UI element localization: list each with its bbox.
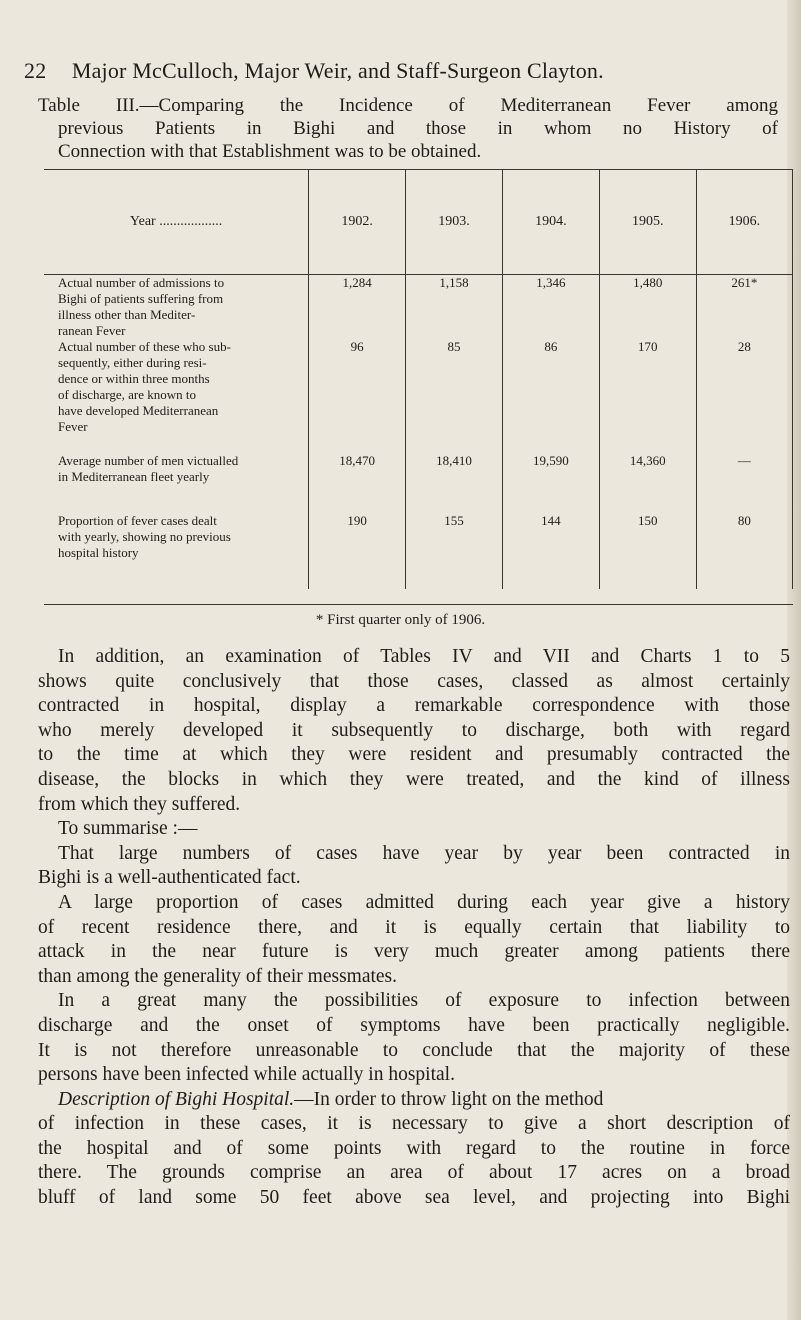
row-label-line: hospital history [58, 545, 139, 560]
text-line: there. The grounds comprise an area of about 17 acres on a broad [38, 1162, 790, 1184]
text-line: of recent residence there, and it is equally certain that liability to [38, 916, 790, 938]
cell-value: 85 [406, 339, 503, 453]
table-footnote: * First quarter only of 1906. [315, 612, 486, 628]
text-line: to the time at which they were resident and presumably contracted the [38, 744, 790, 766]
text-line: of infection in these cases, it is necessary to give a short description of [38, 1113, 790, 1135]
row-label [44, 453, 309, 513]
cell-value: 1,284 [309, 275, 406, 340]
text-line: disease, the blocks in which they were treated, and the kind of illness [38, 768, 790, 790]
text-line: That large numbers of cases have year by year been contracted in [58, 842, 790, 864]
row-label-line: with yearly, showing no previous [58, 529, 231, 544]
cell-value: 144 [502, 513, 599, 589]
text-line: Bighi is a well-authenticated fact. [38, 867, 301, 889]
text-line: discharge and the onset of symptoms have been practically negligible. [38, 1014, 790, 1036]
cell-value: 155 [406, 513, 503, 589]
row-label-line: Actual number of these who sub- [58, 339, 231, 354]
caption-line: Connection with that Establishment was to be obtained. [58, 141, 482, 162]
cell-value: 14,360 [599, 453, 696, 513]
data-table [44, 170, 793, 589]
cell-value: 1,158 [406, 275, 503, 340]
text-line: from which they suffered. [38, 793, 241, 815]
caption-line: previous Patients in Bighi and those in whom no History of [58, 118, 778, 139]
text-line-rest: —In order to throw light on the method [294, 1088, 604, 1110]
table-row [44, 513, 793, 589]
text-line: contracted in hospital, display a remarkable correspondence with those [38, 695, 790, 717]
row-label-line: Fever [58, 419, 88, 434]
cell-value: 261* [696, 275, 792, 340]
caption-line: Table III.—Comparing the Incidence of Mediterranean Fever among [38, 95, 778, 116]
row-label [44, 339, 309, 453]
text-line: To summarise :— [58, 818, 198, 840]
row-label-line: in Mediterranean fleet yearly [58, 469, 210, 484]
cell-value: 18,410 [406, 453, 503, 513]
row-label-line: of discharge, are known to [58, 387, 197, 402]
cell-value: 150 [599, 513, 696, 589]
table-header-row [44, 170, 793, 275]
table-row [44, 275, 793, 340]
year-1905: 1905. [599, 170, 696, 275]
row-label-line: Bighi of patients suffering from [58, 291, 224, 306]
cell-value: 190 [309, 513, 406, 589]
text-line: bluff of land some 50 feet above sea level, and projecting into Bighi [38, 1187, 790, 1209]
row-label-line: have developed Mediterranean [58, 403, 219, 418]
row-label [44, 275, 309, 340]
cell-value: 170 [599, 339, 696, 453]
page-number: 22 [24, 58, 47, 83]
text-line: In addition, an examination of Tables IV and VII and Charts 1 to 5 [58, 646, 790, 667]
text-line: shows quite conclusively that those cases, classed as almost certainly [38, 670, 790, 692]
running-title: Major McCulloch, Major Weir, and Staff-Surgeon Clayton. [71, 58, 604, 83]
year-1904: 1904. [502, 170, 599, 275]
row-label-line: Actual number of admissions to [58, 275, 225, 290]
cell-value: — [696, 453, 792, 513]
cell-value: 96 [309, 339, 406, 453]
text-line: In a great many the possibilities of exposure to infection between [58, 990, 790, 1012]
cell-value: 80 [696, 513, 792, 589]
text-line: than among the generality of their messmates. [38, 965, 398, 987]
year-1902: 1902. [309, 170, 406, 275]
body-text [38, 645, 790, 1211]
cell-value: 19,590 [502, 453, 599, 513]
text-line: It is not therefore unreasonable to conclude that the majority of these [38, 1039, 790, 1061]
table-row [44, 453, 793, 513]
text-line: persons have been infected while actually in hospital. [38, 1064, 455, 1086]
row-label-line: sequently, either during resi- [58, 355, 207, 370]
year-label: Year .................. [44, 170, 309, 275]
text-line [38, 1088, 790, 1113]
cell-value: 1,346 [502, 275, 599, 340]
row-label-line: Average number of men victualled [58, 453, 239, 468]
table-caption [38, 94, 778, 163]
text-line: the hospital and of some points with regard to the routine in force [38, 1137, 790, 1159]
row-label-line: ranean Fever [58, 323, 126, 338]
row-label-line: Proportion of fever cases dealt [58, 513, 217, 528]
section-heading: Description of Bighi Hospital. [58, 1088, 295, 1110]
cell-value: 1,480 [599, 275, 696, 340]
table-row [44, 339, 793, 453]
cell-value: 86 [502, 339, 599, 453]
text-line: A large proportion of cases admitted during each year give a history [58, 891, 790, 913]
text-line: attack in the near future is very much greater among patients there [38, 941, 790, 963]
year-1903: 1903. [406, 170, 503, 275]
row-label-line: dence or within three months [58, 371, 210, 386]
text-line: who merely developed it subsequently to discharge, both with regard [38, 719, 790, 741]
cell-value: 28 [696, 339, 792, 453]
cell-value: 18,470 [309, 453, 406, 513]
running-header [24, 58, 784, 84]
row-label-line: illness other than Mediter- [58, 307, 196, 322]
table-bottom-rule [44, 604, 793, 605]
row-label [44, 513, 309, 589]
year-1906: 1906. [696, 170, 792, 275]
